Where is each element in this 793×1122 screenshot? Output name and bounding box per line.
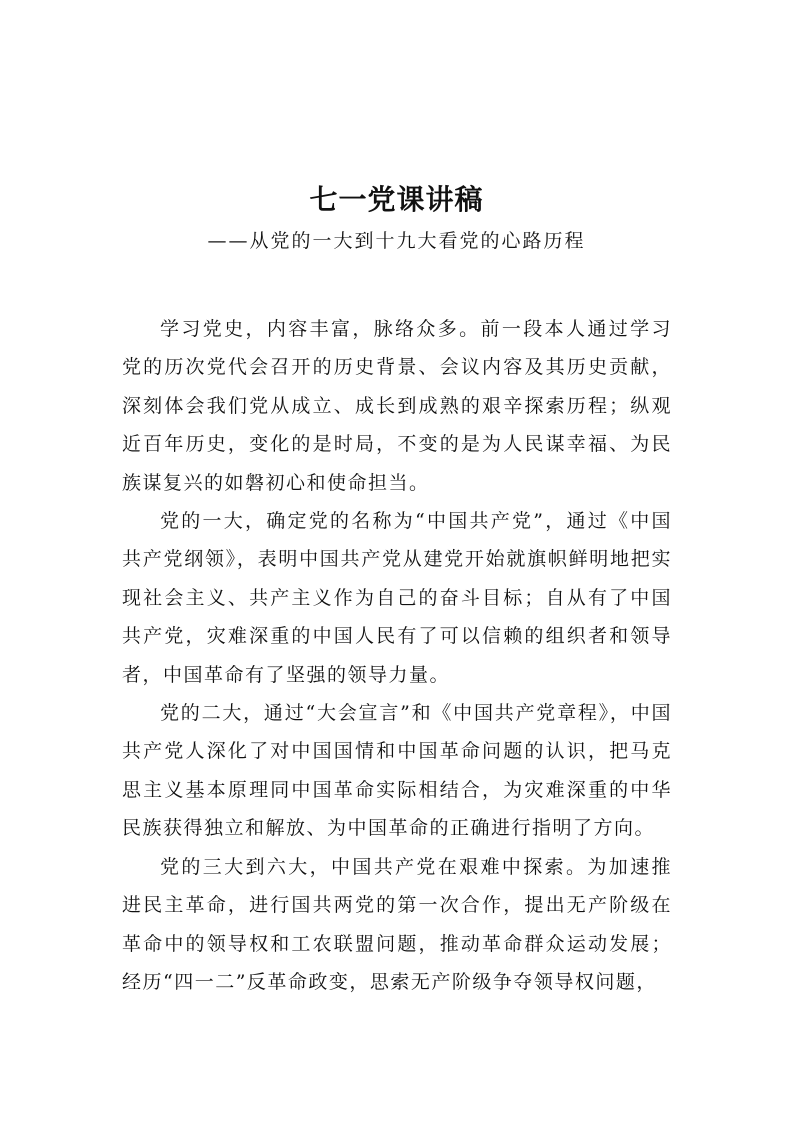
paragraph-2: 党的一大，确定党的名称为“中国共产党”，通过《中国共产党纲领》，表明中国共产党从建党开始就旗帜鲜明地把实现社会主义、共产主义作为自己的奋斗目标；自从有了中国共产党，灾难深重的中国人民有了可以信赖的组织者和领导者，中国革命有了坚强的领导力量。 (122, 510, 672, 686)
paragraph-4: 党的三大到六大，中国共产党在艰难中探索。为加速推进民主革命，进行国共两党的第一次合作，提出无产阶级在革命中的领导权和工农联盟问题，推动革命群众运动发展；经历“四一二”反革命政变，思索无产阶级争夺领导权问题， (122, 855, 672, 993)
paragraph-1: 学习党史，内容丰富，脉络众多。前一段本人通过学习党的历次党代会召开的历史背景、会议内容及其历史贡献，深刻体会我们党从成立、成长到成熟的艰辛探索历程；纵观近百年历史，变化的是时局，不变的是为人民谋幸福、为民族谋复兴的如磐初心和使命担当。 (122, 318, 672, 494)
document-title: 七一党课讲稿 (309, 183, 484, 216)
paragraph-3: 党的二大，通过“大会宣言”和《中国共产党章程》，中国共产党人深化了对中国国情和中国革命问题的认识，把马克思主义基本原理同中国革命实际相结合，为灾难深重的中华民族获得独立和解放、为中国革命的正确进行指明了方向。 (122, 702, 672, 840)
document-body (122, 310, 672, 1001)
document-subtitle: ——从党的一大到十九大看党的心路历程 (207, 230, 586, 252)
